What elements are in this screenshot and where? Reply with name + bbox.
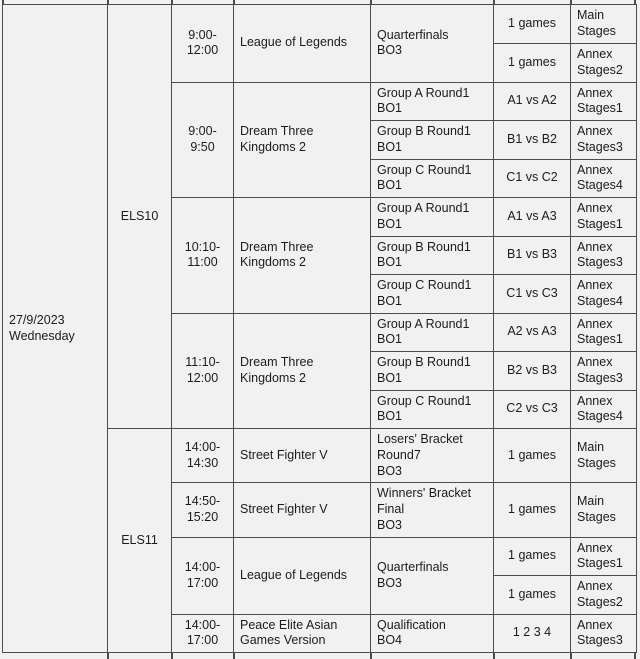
round-cell	[371, 313, 494, 352]
table-gridline-fragment	[634, 0, 636, 4]
venue-cell: Main Stages	[571, 429, 637, 483]
table-gridline-fragment	[233, 653, 235, 659]
time-to: 11:00	[187, 255, 218, 270]
round-stage: Group C Round1	[377, 278, 472, 292]
round-cell	[371, 236, 494, 275]
round-stage: Group A Round1	[377, 316, 470, 331]
table-gridline-fragment	[2, 0, 4, 4]
round-cell	[371, 614, 494, 653]
round-format: BO1	[377, 370, 403, 385]
match-cell: C1 vs C3	[494, 275, 571, 314]
table-gridline-fragment	[493, 653, 495, 659]
round-format: BO1	[377, 216, 403, 231]
time-from: 9:00-	[188, 124, 217, 138]
time-to: 14:30	[186, 455, 219, 470]
round-stage: Group B Round1	[377, 124, 471, 138]
table-gridline-fragment	[233, 0, 235, 4]
round-format: BO3	[377, 517, 403, 532]
time-cell	[172, 429, 234, 483]
match-cell: B1 vs B2	[494, 121, 571, 160]
round-cell	[371, 537, 494, 614]
game-cell: League of Legends	[234, 5, 371, 83]
time-from: 14:00-	[184, 559, 221, 574]
venue-cell: Annex Stages3	[571, 121, 637, 160]
table-gridline-fragment	[370, 653, 372, 659]
time-cell	[172, 483, 234, 537]
time-cell	[172, 537, 234, 614]
time-cell	[172, 82, 234, 198]
round-cell	[371, 198, 494, 237]
match-cell: A1 vs A2	[494, 82, 571, 121]
game-cell: Dream Three Kingdoms 2	[234, 313, 371, 429]
venue-cell: Annex Stages3	[571, 352, 637, 391]
time-from: 14:50-	[184, 494, 221, 509]
round-stage: Group A Round1	[377, 201, 470, 215]
round-cell	[371, 121, 494, 160]
round-stage: Qualification	[377, 617, 446, 632]
round-cell	[371, 429, 494, 483]
round-format: BO1	[377, 332, 403, 347]
time-from: 10:10-	[184, 239, 221, 254]
time-from: 14:00-	[184, 617, 221, 632]
venue-cell: Annex Stages1	[571, 82, 637, 121]
round-cell	[371, 82, 494, 121]
round-stage: Losers' Bracket Round7	[377, 432, 463, 462]
venue-cell: Annex Stages1	[571, 537, 637, 576]
time-to: 9:50	[190, 139, 215, 154]
round-stage: Group C Round1	[377, 393, 472, 408]
time-cell	[172, 614, 234, 653]
round-cell	[371, 483, 494, 537]
round-format: BO3	[377, 575, 403, 590]
game-cell: Street Fighter V	[234, 483, 371, 537]
match-cell: C1 vs C2	[494, 159, 571, 198]
round-stage: Group A Round1	[377, 85, 470, 100]
table-gridline-fragment	[570, 653, 572, 659]
date-text: 27/9/2023	[9, 312, 65, 327]
table-gridline-fragment	[570, 0, 572, 4]
time-from: 14:00-	[184, 439, 221, 454]
time-cell	[172, 313, 234, 429]
round-cell	[371, 275, 494, 314]
table-gridline-fragment	[634, 653, 636, 659]
round-cell	[371, 159, 494, 198]
weekday-text: Wednesday	[9, 328, 75, 343]
match-cell: 1 games	[494, 483, 571, 537]
time-cell	[172, 198, 234, 314]
time-to: 17:00	[186, 633, 219, 648]
session-cell-els11: ELS11	[108, 429, 172, 653]
game-cell: Street Fighter V	[234, 429, 371, 483]
game-cell: Dream Three Kingdoms 2	[234, 198, 371, 314]
round-stage: Group C Round1	[377, 162, 472, 177]
round-stage: Winners' Bracket Final	[377, 486, 472, 516]
match-cell: 1 games	[494, 5, 571, 44]
top-cropped-row-fragment	[2, 0, 636, 4]
match-cell: 1 games	[494, 576, 571, 615]
venue-cell: Annex Stages1	[571, 198, 637, 237]
match-cell: A2 vs A3	[494, 313, 571, 352]
time-from: 11:10-	[185, 355, 220, 369]
venue-cell: Annex Stages2	[571, 576, 637, 615]
game-cell: League of Legends	[234, 537, 371, 614]
venue-cell: Annex Stages3	[571, 614, 637, 653]
round-stage: Quarterfinals	[377, 559, 449, 574]
round-format: BO3	[377, 43, 403, 58]
match-cell: 1 games	[494, 537, 571, 576]
round-cell	[371, 5, 494, 83]
table-gridline-fragment	[107, 0, 109, 4]
match-cell: B2 vs B3	[494, 352, 571, 391]
venue-cell: Main Stages	[571, 5, 637, 44]
round-cell	[371, 352, 494, 391]
match-cell: C2 vs C3	[494, 390, 571, 429]
round-format: BO1	[377, 101, 403, 116]
time-to: 17:00	[186, 575, 219, 590]
venue-cell: Annex Stages4	[571, 275, 637, 314]
table-gridline-fragment	[107, 653, 109, 659]
venue-cell: Annex Stages4	[571, 390, 637, 429]
time-from: 9:00-	[188, 27, 217, 42]
round-format: BO4	[377, 633, 403, 648]
date-cell	[3, 5, 108, 653]
match-cell: 1 2 3 4	[494, 614, 571, 653]
time-to: 12:00	[186, 43, 219, 58]
match-cell: A1 vs A3	[494, 198, 571, 237]
venue-cell: Annex Stages1	[571, 313, 637, 352]
game-cell: Dream Three Kingdoms 2	[234, 82, 371, 198]
match-cell: 1 games	[494, 429, 571, 483]
match-cell: B1 vs B3	[494, 236, 571, 275]
round-stage: Quarterfinals	[377, 27, 449, 42]
round-stage: Group B Round1	[377, 355, 471, 369]
game-cell: Peace Elite Asian Games Version	[234, 614, 371, 653]
round-cell	[371, 390, 494, 429]
round-stage: Group B Round1	[377, 239, 471, 254]
session-cell-els10: ELS10	[108, 5, 172, 429]
time-cell	[172, 5, 234, 83]
match-cell: 1 games	[494, 43, 571, 82]
time-to: 12:00	[186, 370, 219, 385]
venue-cell: Annex Stages4	[571, 159, 637, 198]
table-gridline-fragment	[171, 0, 173, 4]
bottom-cropped-row-fragment	[2, 653, 636, 659]
table-gridline-fragment	[370, 0, 372, 4]
esports-schedule-table	[2, 4, 637, 653]
table-gridline-fragment	[493, 0, 495, 4]
venue-cell: Annex Stages3	[571, 236, 637, 275]
table-gridline-fragment	[171, 653, 173, 659]
venue-cell: Main Stages	[571, 483, 637, 537]
round-format: BO1	[377, 409, 403, 424]
time-to: 15:20	[186, 509, 219, 524]
round-format: BO3	[377, 463, 403, 478]
round-format: BO1	[377, 293, 403, 308]
venue-cell: Annex Stages2	[571, 43, 637, 82]
round-format: BO1	[377, 255, 403, 270]
round-format: BO1	[377, 178, 403, 193]
round-format: BO1	[377, 139, 403, 154]
